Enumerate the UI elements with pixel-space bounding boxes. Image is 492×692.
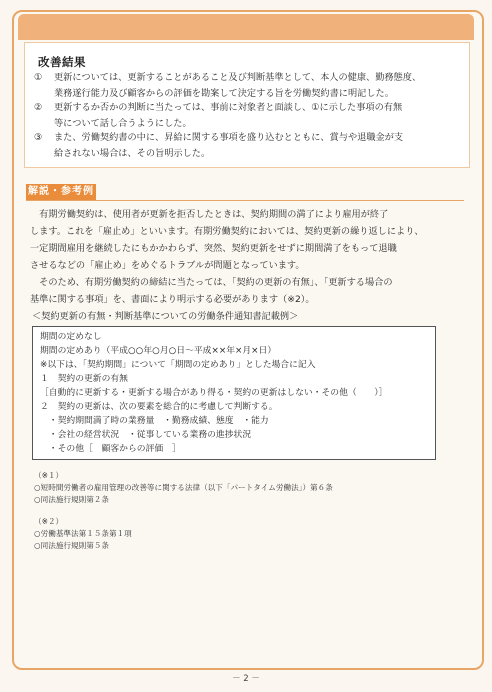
paragraph-line: 有期労働契約は、使用者が更新を拒否したときは、契約期間の満了により雇用が終了 [30, 209, 389, 220]
result-item-line: 業務遂行能力及び顧客からの評価を勘案して決定する旨を労働契約書に明記した。 [54, 88, 394, 99]
footnote-label: （※１） [34, 471, 64, 480]
footnote-label: （※２） [34, 517, 64, 526]
notice-line: ・その他［ 顧客からの評価 ］ [40, 444, 181, 454]
notice-line: １ 契約の更新の有無 [40, 374, 128, 384]
result-item-line: 給されない場合は、その旨明示した。 [54, 148, 211, 159]
result-item-number: ② [34, 102, 43, 113]
paragraph-line: 一定期間雇用を継続したにもかかわらず、突然、契約更新をせずに期間満了をもって退職 [30, 243, 397, 254]
notice-line: 期間の定めあり（平成○○年○月○日～平成××年×月×日） [40, 346, 277, 356]
notice-line: ※以下は、「契約期間」について「期間の定めあり」とした場合に記入 [40, 360, 316, 370]
notice-line: ２ 契約の更新は、次の要素を総合的に考慮して判断する。 [40, 402, 278, 412]
notice-line: ・契約期間満了時の業務量 ・勤務成績、態度 ・能力 [40, 416, 269, 426]
paragraph-line: させるなどの「雇止め」をめぐるトラブルが問題となっています。 [30, 260, 305, 271]
commentary-divider [26, 200, 464, 201]
footnote-line: ○同法施行規則第５条 [34, 541, 109, 550]
footnote-line: ○労働基準法第１５条第１項 [34, 529, 132, 538]
improvement-result-title: 改善結果 [38, 55, 86, 69]
paragraph-line: します。これを「雇止め」といいます。有期労働契約においては、契約更新の繰り返しにより、 [30, 226, 424, 237]
header-band [18, 14, 474, 40]
commentary-paragraph-1 [30, 206, 466, 274]
result-item-line: 更新については、更新することがあること及び判断基準として、本人の健康、勤務態度、 [54, 72, 422, 83]
paragraph-line: 基準に関する事項」を、書面により明示する必要があります（※2）。 [30, 294, 315, 305]
result-item-line: 更新するか否かの判断に当たっては、事前に対象者と面談し、①に示した事項の有無 [54, 102, 403, 113]
commentary-badge: 解説・参考例 [26, 184, 96, 200]
paragraph-line: そのため、有期労働契約の締結に当たっては、「契約の更新の有無」、「更新する場合の [30, 277, 393, 288]
result-item-number: ① [34, 72, 43, 83]
notice-line: ・会社の経営状況 ・従事している業務の進捗状況 [40, 430, 252, 440]
page-number: － 2 － [232, 674, 260, 684]
notice-line: 期間の定めなし [40, 332, 102, 342]
example-heading: ＜契約更新の有無・判断基準についての労働条件通知書記載例＞ [32, 311, 299, 322]
commentary-paragraph-2 [30, 274, 466, 308]
result-item-line: また、労働契約書の中に、昇給に関する事項を盛り込むとともに、賞与や退職金が支 [54, 132, 404, 143]
notice-line: ［自動的に更新する・更新する場合があり得る・契約の更新はしない・その他（ ）］ [40, 388, 388, 398]
result-item-line: 等について話し合うようにした。 [54, 118, 192, 129]
result-item-number: ③ [34, 132, 43, 143]
footnote-line: ○同法施行規則第２条 [34, 495, 109, 504]
footnote-line: ○短時間労働者の雇用管理の改善等に関する法律（以下「パートタイム労働法」）第６条 [34, 483, 333, 492]
